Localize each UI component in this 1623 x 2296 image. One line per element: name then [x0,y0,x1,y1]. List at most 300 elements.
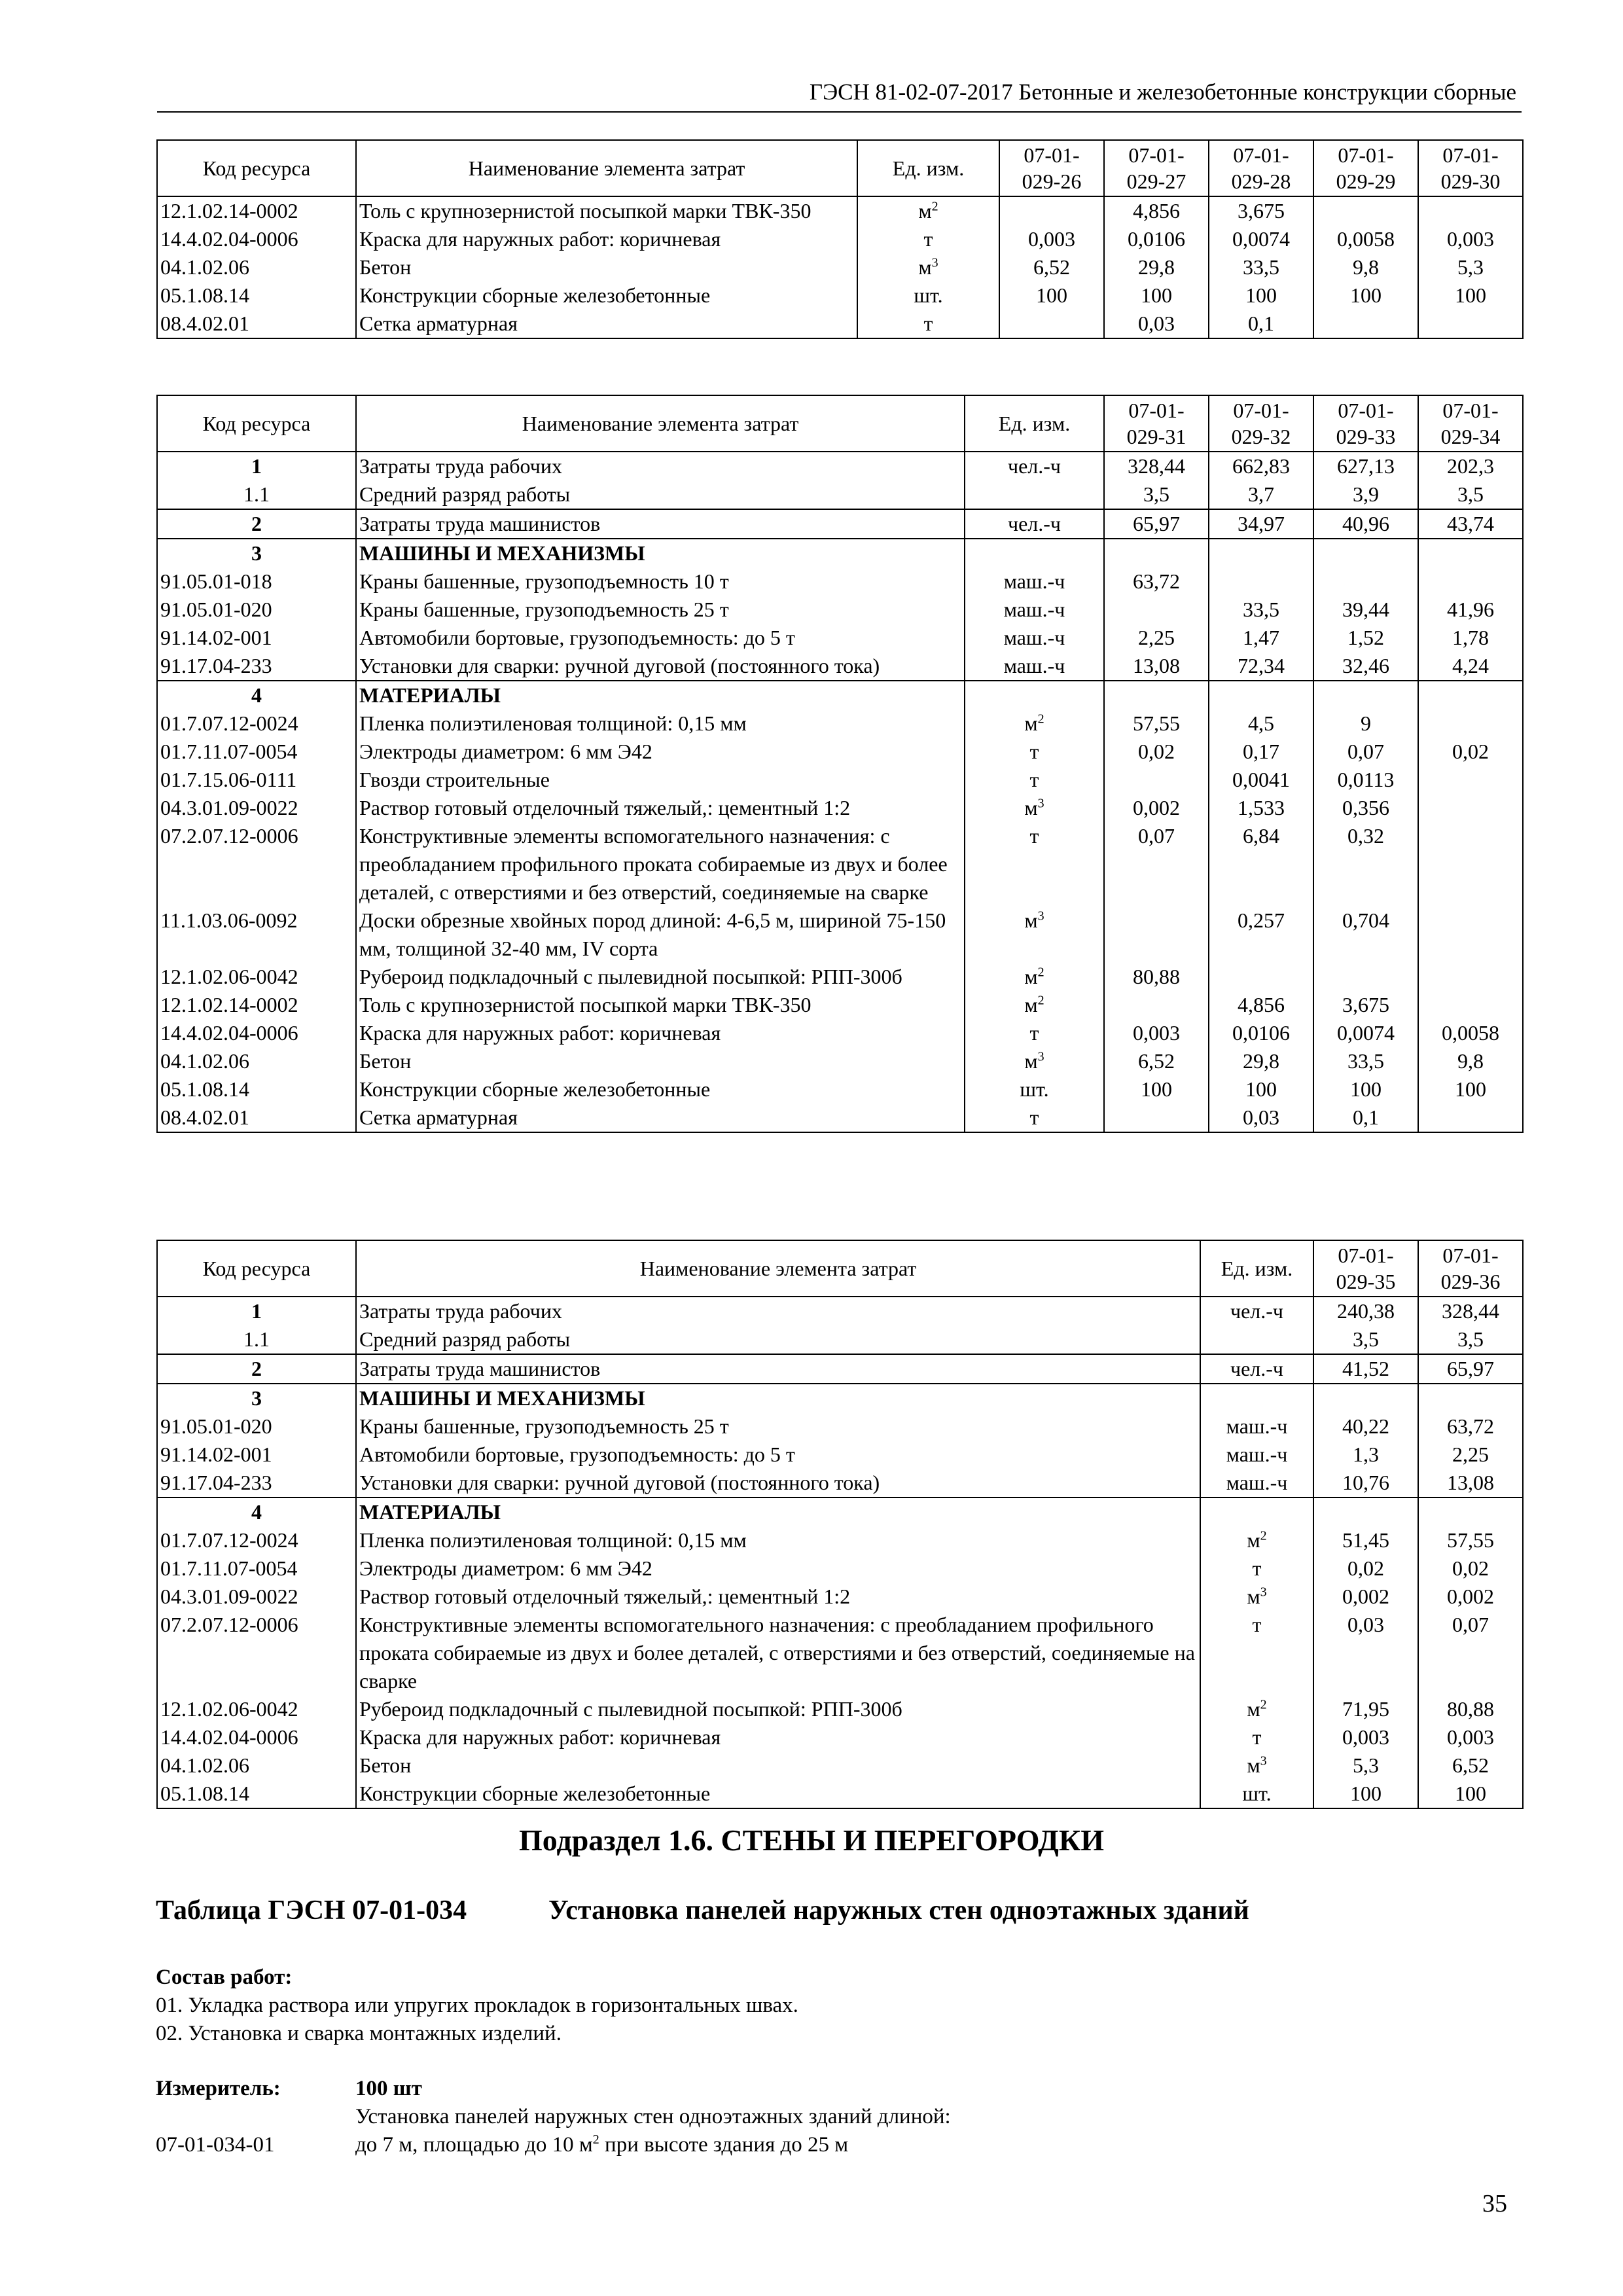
table-row [157,1075,1523,1103]
col-header-norm: 07-01- 029-32 [1209,395,1313,452]
table-row [157,1047,1523,1075]
table-row [157,539,1523,567]
col-header-unit: Ед. изм. [1200,1240,1313,1297]
cell-code: 11.1.03.06-0092 [157,906,356,963]
table-row [157,1583,1523,1611]
cell-value [1418,310,1523,338]
cell-value: 80,88 [1418,1695,1523,1723]
cell-value [1104,991,1209,1019]
cell-name: Раствор готовый отделочный тяжелый,: цементный 1:2 [356,794,965,822]
cell-value: 0,1 [1313,1103,1418,1132]
table-row [157,1695,1523,1723]
cell-value: 0,07 [1313,738,1418,766]
cell-value: 3,675 [1209,196,1313,225]
col-header-name: Наименование элемента затрат [356,140,857,196]
cell-value [1418,991,1523,1019]
cell-value [1418,1103,1523,1132]
cell-value: 1,78 [1418,624,1523,652]
cell-name: Конструкции сборные железобетонные [356,1075,965,1103]
cell-name: Краны башенные, грузоподъемность 25 т [356,1412,1200,1441]
table-row [157,738,1523,766]
cell-value: 1,52 [1313,624,1418,652]
cell-value [1418,1498,1523,1526]
cell-unit: $м^2$ [1200,1695,1313,1723]
meter-code: 07-01-034-01 [156,2133,275,2157]
cell-code: 4 [157,681,356,709]
cell-unit: $м^3$ [965,906,1104,963]
cell-unit: маш.-ч [965,567,1104,596]
cell-unit [965,480,1104,509]
cell-value: 5,3 [1418,253,1523,281]
cell-name: Затраты труда машинистов [356,1354,1200,1384]
table-row [157,1019,1523,1047]
cell-code: 3 [157,1384,356,1412]
table-row [157,1354,1523,1384]
cell-value: 0,0074 [1313,1019,1418,1047]
cell-code: 91.17.04-233 [157,652,356,681]
cell-value: 0,003 [1418,225,1523,253]
works-item-1: 01. Укладка раствора или упругих прокладок в горизонтальных швах. [156,1994,798,2017]
cell-value: 4,24 [1418,652,1523,681]
cell-value: 72,34 [1209,652,1313,681]
cell-value: 328,44 [1104,452,1209,480]
cell-unit: чел.-ч [965,509,1104,539]
cell-value: 6,52 [1104,1047,1209,1075]
resource-table-3 [156,1240,1524,1809]
table-row [157,1723,1523,1751]
cell-code: 1.1 [157,1325,356,1354]
cell-unit: т [1200,1554,1313,1583]
cell-unit: $м^3$ [965,794,1104,822]
cell-value: 0,1 [1209,310,1313,338]
cell-value [1418,906,1523,963]
cell-value: 63,72 [1418,1412,1523,1441]
cell-name: Сетка арматурная [356,1103,965,1132]
cell-value [1104,539,1209,567]
cell-value: 9,8 [1418,1047,1523,1075]
cell-name: Бетон [356,253,857,281]
cell-code: 14.4.02.04-0006 [157,1723,356,1751]
cell-value: 100 [1418,1780,1523,1808]
cell-unit: маш.-ч [965,652,1104,681]
meter-label: Измеритель: [156,2077,281,2100]
cell-value: 71,95 [1313,1695,1418,1723]
col-header-code: Код ресурса [157,140,356,196]
cell-code: 14.4.02.04-0006 [157,225,356,253]
cell-value [1313,567,1418,596]
cell-name: Бетон [356,1751,1200,1780]
cell-name: Доски обрезные хвойных пород длиной: 4-6,5 м, шириной 75-150 мм, толщиной 32-40 мм, IV сорта [356,906,965,963]
col-header-unit: Ед. изм. [965,395,1104,452]
cell-code: 91.05.01-018 [157,567,356,596]
cell-code: 05.1.08.14 [157,281,356,310]
header-title: ГЭСН 81-02-07-2017 Бетонные и железобетонные конструкции сборные [809,79,1516,105]
table-row [157,310,1523,338]
cell-name: Конструктивные элементы вспомогательного назначения: с преобладанием профильного проката собираемые из двух и более деталей, с отверстиями и без отверстий, соединяемые на сварке [356,822,965,906]
cell-value: 0,07 [1104,822,1209,906]
cell-code: 01.7.15.06-0111 [157,766,356,794]
cell-unit: шт. [1200,1780,1313,1808]
cell-unit: $м^2$ [965,991,1104,1019]
cell-code: 91.14.02-001 [157,624,356,652]
cell-name: Пленка полиэтиленовая толщиной: 0,15 мм [356,1526,1200,1554]
cell-value: 202,3 [1418,452,1523,480]
cell-unit: т [965,1019,1104,1047]
cell-value: 3,675 [1313,991,1418,1019]
cell-unit: шт. [965,1075,1104,1103]
page-header [157,73,1522,113]
table-row [157,822,1523,906]
cell-code: 08.4.02.01 [157,1103,356,1132]
cell-value: 0,0058 [1313,225,1418,253]
cell-code: 04.3.01.09-0022 [157,794,356,822]
cell-code: 1 [157,452,356,480]
cell-name: МАТЕРИАЛЫ [356,1498,1200,1526]
cell-code: 01.7.07.12-0024 [157,709,356,738]
table-row [157,1469,1523,1498]
table-row [157,567,1523,596]
cell-value [1418,822,1523,906]
cell-name: Затраты труда рабочих [356,452,965,480]
cell-value: 0,356 [1313,794,1418,822]
cell-value: 0,003 [999,225,1104,253]
table-row [157,709,1523,738]
cell-name: Конструктивные элементы вспомогательного назначения: с преобладанием профильного проката собираемые из двух и более деталей, с отверстиями и без отверстий, соединяемые на сварке [356,1611,1200,1695]
cell-name: Электроды диаметром: 6 мм Э42 [356,738,965,766]
table-row [157,1412,1523,1441]
cell-name: Конструкции сборные железобетонные [356,1780,1200,1808]
table-row [157,1325,1523,1354]
cell-code: 12.1.02.06-0042 [157,1695,356,1723]
cell-name: Затраты труда машинистов [356,509,965,539]
cell-code: 1 [157,1297,356,1325]
cell-unit [1200,1325,1313,1354]
cell-code: 91.14.02-001 [157,1441,356,1469]
cell-value: 40,96 [1313,509,1418,539]
table-row [157,766,1523,794]
cell-value [1313,196,1418,225]
cell-code: 2 [157,1354,356,1384]
cell-unit: чел.-ч [1200,1354,1313,1384]
cell-value: 29,8 [1209,1047,1313,1075]
cell-unit: т [965,738,1104,766]
cell-value: 0,02 [1418,738,1523,766]
cell-value: 51,45 [1313,1526,1418,1554]
cell-value: 6,52 [1418,1751,1523,1780]
cell-code: 01.7.11.07-0054 [157,738,356,766]
cell-unit: маш.-ч [1200,1441,1313,1469]
cell-name: Установки для сварки: ручной дуговой (постоянного тока) [356,1469,1200,1498]
cell-value: 0,0058 [1418,1019,1523,1047]
cell-value: 0,03 [1209,1103,1313,1132]
cell-code: 04.1.02.06 [157,1047,356,1075]
table-row [157,794,1523,822]
cell-name: Средний разряд работы [356,480,965,509]
cell-code: 91.05.01-020 [157,1412,356,1441]
table-row [157,196,1523,225]
cell-value: 41,52 [1313,1354,1418,1384]
cell-name: МАШИНЫ И МЕХАНИЗМЫ [356,1384,1200,1412]
table-row [157,906,1523,963]
cell-value [1104,596,1209,624]
col-header-norm: 07-01- 029-35 [1313,1240,1418,1297]
cell-value: 0,03 [1104,310,1209,338]
cell-unit: маш.-ч [965,624,1104,652]
table-title [156,1895,1249,1926]
cell-code: 04.3.01.09-0022 [157,1583,356,1611]
cell-code: 04.1.02.06 [157,1751,356,1780]
cell-code: 12.1.02.06-0042 [157,963,356,991]
cell-value: 100 [1209,1075,1313,1103]
cell-name: Краска для наружных работ: коричневая [356,1723,1200,1751]
cell-value: 9 [1313,709,1418,738]
cell-value: 32,46 [1313,652,1418,681]
resource-table-2 [156,395,1524,1133]
table-row [157,624,1523,652]
col-header-norm: 07-01- 029-29 [1313,140,1418,196]
cell-value: 0,07 [1418,1611,1523,1695]
col-header-name: Наименование элемента затрат [356,1240,1200,1297]
cell-name: Затраты труда рабочих [356,1297,1200,1325]
cell-value: 3,5 [1418,1325,1523,1354]
table-row [157,652,1523,681]
col-header-norm: 07-01- 029-31 [1104,395,1209,452]
cell-code: 1.1 [157,480,356,509]
cell-value [1418,539,1523,567]
table-row [157,1554,1523,1583]
cell-value [1104,681,1209,709]
cell-value: 41,96 [1418,596,1523,624]
cell-code: 91.17.04-233 [157,1469,356,1498]
cell-name: МАТЕРИАЛЫ [356,681,965,709]
table-row [157,1441,1523,1469]
cell-value: 0,02 [1313,1554,1418,1583]
cell-code: 07.2.07.12-0006 [157,1611,356,1695]
cell-name: Гвозди строительные [356,766,965,794]
cell-value: 328,44 [1418,1297,1523,1325]
cell-value: 0,0113 [1313,766,1418,794]
table-row [157,1297,1523,1325]
cell-value: 10,76 [1313,1469,1418,1498]
cell-unit [1200,1498,1313,1526]
cell-code: 07.2.07.12-0006 [157,822,356,906]
col-header-code: Код ресурса [157,1240,356,1297]
cell-value: 0,0074 [1209,225,1313,253]
cell-value [999,196,1104,225]
cell-code: 14.4.02.04-0006 [157,1019,356,1047]
cell-unit: $м^3$ [1200,1751,1313,1780]
cell-value: 3,5 [1313,1325,1418,1354]
cell-name: Толь с крупнозернистой посыпкой марки ТВК-350 [356,991,965,1019]
cell-value: 6,52 [999,253,1104,281]
cell-code: 08.4.02.01 [157,310,356,338]
cell-value: 4,5 [1209,709,1313,738]
cell-unit: шт. [857,281,999,310]
col-header-name: Наименование элемента затрат [356,395,965,452]
cell-unit: т [857,225,999,253]
cell-value: 100 [1104,1075,1209,1103]
cell-unit: т [965,766,1104,794]
cell-value: 0,0106 [1209,1019,1313,1047]
cell-value [1418,681,1523,709]
table-row [157,1611,1523,1695]
cell-unit: маш.-ч [965,596,1104,624]
cell-code: 4 [157,1498,356,1526]
table-row [157,1384,1523,1412]
table-row [157,225,1523,253]
cell-value: 0,17 [1209,738,1313,766]
table-row [157,452,1523,480]
cell-value [1418,794,1523,822]
cell-value [999,310,1104,338]
cell-value: 0,002 [1104,794,1209,822]
cell-value: 3,7 [1209,480,1313,509]
cell-code: 12.1.02.14-0002 [157,196,356,225]
cell-name: Рубероид подкладочный с пылевидной посыпкой: РПП-300б [356,1695,1200,1723]
cell-value: 662,83 [1209,452,1313,480]
cell-value: 240,38 [1313,1297,1418,1325]
cell-name: Сетка арматурная [356,310,857,338]
cell-value: 9,8 [1313,253,1418,281]
cell-unit [965,539,1104,567]
col-header-norm: 07-01- 029-26 [999,140,1104,196]
cell-value: 0,02 [1418,1554,1523,1583]
cell-name: Электроды диаметром: 6 мм Э42 [356,1554,1200,1583]
cell-unit: т [1200,1723,1313,1751]
cell-value: 100 [1209,281,1313,310]
cell-unit: т [965,1103,1104,1132]
cell-value [1418,1384,1523,1412]
cell-code: 12.1.02.14-0002 [157,991,356,1019]
cell-value: 39,44 [1313,596,1418,624]
cell-unit: т [857,310,999,338]
cell-name: Толь с крупнозернистой посыпкой марки ТВК-350 [356,196,857,225]
cell-value [1209,567,1313,596]
cell-value: 2,25 [1418,1441,1523,1469]
cell-value [1209,963,1313,991]
cell-value [1418,567,1523,596]
cell-value [1418,709,1523,738]
cell-value [1313,1384,1418,1412]
cell-value [1313,539,1418,567]
col-header-norm: 07-01- 029-27 [1104,140,1209,196]
cell-value [1209,681,1313,709]
cell-code: 05.1.08.14 [157,1780,356,1808]
cell-value [1209,539,1313,567]
table-title-name: Установка панелей наружных стен одноэтажных зданий [548,1895,1249,1926]
cell-value: 3,9 [1313,480,1418,509]
col-header-norm: 07-01- 029-28 [1209,140,1313,196]
cell-value: 6,84 [1209,822,1313,906]
cell-name: Раствор готовый отделочный тяжелый,: цементный 1:2 [356,1583,1200,1611]
cell-value [1104,766,1209,794]
cell-value [1104,1103,1209,1132]
col-header-norm: 07-01- 029-34 [1418,395,1523,452]
cell-value: 0,002 [1313,1583,1418,1611]
cell-code: 04.1.02.06 [157,253,356,281]
cell-code: 3 [157,539,356,567]
cell-value [1104,906,1209,963]
cell-value: 0,0041 [1209,766,1313,794]
cell-code: 01.7.11.07-0054 [157,1554,356,1583]
cell-name: Бетон [356,1047,965,1075]
cell-unit: чел.-ч [965,452,1104,480]
cell-value: 100 [1313,1075,1418,1103]
cell-value: 100 [999,281,1104,310]
table-row [157,1751,1523,1780]
cell-unit: $м^2$ [965,709,1104,738]
subsection-title: Подраздел 1.6. СТЕНЫ И ПЕРЕГОРОДКИ [518,1823,1104,1857]
cell-value: 0,003 [1418,1723,1523,1751]
table-row [157,253,1523,281]
cell-code: 05.1.08.14 [157,1075,356,1103]
cell-unit: $м^2$ [1200,1526,1313,1554]
cell-name: Краны башенные, грузоподъемность 10 т [356,567,965,596]
table-row [157,963,1523,991]
cell-value [1418,963,1523,991]
meter-desc-line1: Установка панелей наружных стен одноэтажных зданий длиной: [355,2105,951,2128]
cell-value: 627,13 [1313,452,1418,480]
cell-value: 57,55 [1418,1526,1523,1554]
cell-value: 0,257 [1209,906,1313,963]
table-row [157,281,1523,310]
cell-value: 13,08 [1418,1469,1523,1498]
cell-value: 100 [1418,1075,1523,1103]
cell-name: Рубероид подкладочный с пылевидной посыпкой: РПП-300б [356,963,965,991]
cell-value: 43,74 [1418,509,1523,539]
meter-desc-line2: до 7 м, площадью до 10 $м^2$ при высоте здания до 25 м [355,2132,849,2157]
cell-value: 0,0106 [1104,225,1209,253]
cell-value: 65,97 [1104,509,1209,539]
cell-value: 33,5 [1209,253,1313,281]
cell-value: 4,856 [1209,991,1313,1019]
cell-value: 100 [1313,1780,1418,1808]
cell-unit: т [965,822,1104,906]
cell-name: МАШИНЫ И МЕХАНИЗМЫ [356,539,965,567]
cell-unit: $м^3$ [857,253,999,281]
meter-value: 100 шт [355,2077,422,2100]
cell-value: 4,856 [1104,196,1209,225]
cell-value: 33,5 [1313,1047,1418,1075]
cell-value [1418,196,1523,225]
table-row [157,991,1523,1019]
col-header-unit: Ед. изм. [857,140,999,196]
col-header-norm: 07-01- 029-33 [1313,395,1418,452]
cell-value: 63,72 [1104,567,1209,596]
cell-value: 0,002 [1418,1583,1523,1611]
cell-value: 1,47 [1209,624,1313,652]
cell-value: 40,22 [1313,1412,1418,1441]
cell-unit: маш.-ч [1200,1469,1313,1498]
cell-name: Автомобили бортовые, грузоподъемность: до 5 т [356,624,965,652]
cell-unit: $м^2$ [965,963,1104,991]
cell-value: 29,8 [1104,253,1209,281]
cell-value: 1,533 [1209,794,1313,822]
cell-value: 2,25 [1104,624,1209,652]
cell-value: 100 [1313,281,1418,310]
table-title-code: Таблица ГЭСН 07-01-034 [156,1895,467,1926]
cell-value: 33,5 [1209,596,1313,624]
cell-name: Краны башенные, грузоподъемность 25 т [356,596,965,624]
col-header-norm: 07-01- 029-30 [1418,140,1523,196]
cell-code: 01.7.07.12-0024 [157,1526,356,1554]
cell-unit: $м^3$ [1200,1583,1313,1611]
cell-unit: $м^2$ [857,196,999,225]
cell-value: 0,704 [1313,906,1418,963]
cell-unit: чел.-ч [1200,1297,1313,1325]
cell-value: 13,08 [1104,652,1209,681]
table-row [157,1498,1523,1526]
